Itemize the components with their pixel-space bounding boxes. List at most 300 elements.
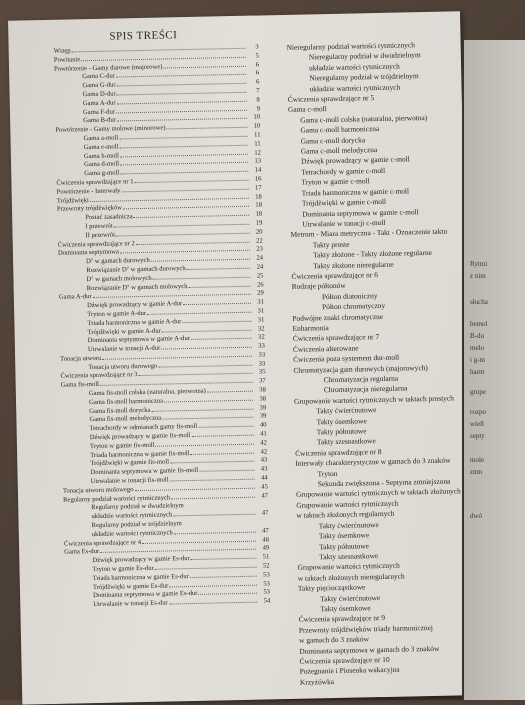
toc-entry-title: Tetrachordy w gamie c-moll [301,166,385,178]
leader-dots [350,244,442,246]
toc-entry-page: 39 [254,413,266,422]
leader-dots [381,598,450,599]
toc-entry-title: Dźwięk prowadzący w gamie c-moll [301,155,410,168]
adjacent-page-text: rozpo [470,408,486,417]
leader-dots [387,224,443,225]
leader-dots [169,602,257,605]
toc-entry-page: 37 [254,378,266,387]
toc-entry-page: 52 [257,562,269,571]
leader-dots [387,203,442,204]
toc-entry-title: Sekunda zwiększona - Septyma zmniejszona [318,477,451,490]
toc-entry-page: 10 [248,114,260,123]
toc-entry-page: 9 [248,105,260,114]
toc-entry-title: Dźwięk prowadzący w gamie fis-moll [90,432,191,443]
leader-dots [370,640,451,642]
adjacent-page [462,40,525,700]
leader-dots [380,130,440,131]
leader-dots [377,442,447,443]
toc-entry-title: Trójdźwięki w gamie A-dur [88,327,161,337]
toc-entry-page: 12 [249,149,261,158]
toc-entry-title: D⁷ w gamach molowych [86,275,151,285]
toc-entry-page: 13 [249,158,261,167]
leader-dots [379,276,444,277]
toc-entry-title: Ćwiczenia sprawdzające nr 2 [58,240,135,250]
toc-entry-page: 26 [252,281,264,290]
leader-dots [371,182,442,183]
toc-entry-title: układzie wartości rytmicznych [92,529,173,539]
toc-entry-title: Rodzaje półtonów [292,281,346,293]
toc-entry-page: 54 [258,598,270,607]
toc-entry-page: 3 [247,43,259,52]
toc-entry-page: 16 [249,175,261,184]
toc-entry-page: 53 [258,571,270,580]
leader-dots [383,452,448,453]
leader-dots [90,197,249,201]
toc-entry-title: Półton chromatyczny [322,301,385,313]
toc-entry-title: Ćwiczenia sprawdzające nr 4 [64,539,141,549]
toc-page [8,11,474,704]
leader-dots [384,317,444,318]
toc-entry-page: 7 [248,87,260,96]
toc-entry-title: Dominanta septymowa [58,249,119,259]
toc-entry-title: Gama fis-moll [61,381,99,391]
toc-entry-title: Dźwięk prowadzący w gamie A-dur [87,300,182,311]
adjacent-page-text: i g-m [470,356,485,365]
toc-entry-title: Gama c-moll dorycka [301,135,366,147]
leader-dots [117,101,247,105]
toc-entry-title: Triada harmoniczna w gamie Es-dur [93,573,189,584]
leader-dots [167,127,248,130]
toc-entry-title: Chromatyzacja regularna [324,374,399,386]
leader-dots [190,575,257,577]
toc-entry-page: 53 [258,589,270,598]
adjacent-page-text: wiell [470,420,484,429]
toc-entry-title: Tryton w gamie fis-moll [90,442,155,452]
leader-dots [330,328,445,330]
leader-dots [170,461,254,464]
toc-entry-title: Regularny podział w dwudzielnym [91,503,184,514]
toc-entry-title: Takty ósemkowe [320,603,370,614]
leader-dots [162,329,252,332]
toc-entry-title: Tonacja utworu durowego [88,362,157,372]
leader-dots [117,83,247,87]
toc-entry-title: Wstęp [54,47,71,56]
leader-dots [401,567,450,568]
adjacent-page-text: Rytmi [470,260,487,269]
leader-dots [93,294,251,298]
toc-entry-title: Nieregularny podział w dwudzielnym [309,51,421,64]
toc-entry-title: Przewroty trójdźwięków [57,205,122,215]
leader-dots [191,452,255,454]
toc-entry-title: Triada harmoniczna w gamie fis-moll [90,450,190,461]
leader-dots [136,241,250,244]
leader-dots [183,303,251,305]
leader-dots [386,307,444,308]
toc-entry-page: 11 [249,140,261,149]
leader-dots [198,426,253,428]
leader-dots [372,609,451,611]
toc-entry-title: Podwójne znaki chromatyczne [292,312,383,324]
toc-entry-title: Takty ćwierćnutowe [319,520,379,532]
leader-dots [182,320,251,322]
toc-entry-page: 39 [254,404,266,413]
toc-entry-page: 35 [253,369,265,378]
toc-entry-title: Dominanta septymowa w gamie Es-dur [93,590,198,601]
leader-dots [410,192,442,193]
toc-entry-title: Gama C-dur [82,73,115,82]
toc-entry-title: Rozwiązanie D⁷ w gamach durowych [86,265,186,276]
toc-entry-title: Gama c-moll colska (naturalna, pierwotna) [300,113,427,126]
toc-entry-title: Takty szesnastkowe [317,437,376,449]
leader-dots [100,549,256,553]
leader-dots [401,68,439,69]
leader-dots [139,373,253,376]
toc-entry-title: Pożegnanie i Piosenka wakacyjna [300,665,400,677]
leader-dots [100,382,253,386]
leader-dots [134,215,250,218]
adjacent-page-text: grupe [470,388,486,397]
toc-entry-page: 6 [247,79,259,88]
toc-entry-title: Grupowanie wartości rytmicznych [296,499,398,512]
leader-dots [155,444,254,447]
toc-entry-title: Ćwiczenia sprawdzające nr 6 [291,270,378,282]
toc-entry-title: Takty ćwierćnutowe [316,405,376,417]
toc-entry-title: w gamach do 3 znaków [299,634,369,646]
toc-entry-title: Takty ósemkowe [316,416,366,427]
leader-dots [399,504,448,505]
toc-entry-title: Takty półnutowe [319,541,369,552]
toc-entry-page: 18 [250,211,262,220]
toc-entry-title: Półton diatoniczny [322,291,378,303]
toc-entry-title: Takty złożone nieregularne [313,259,394,271]
leader-dots [151,408,253,411]
toc-entry-title: Tonacja utworu molowego [63,486,134,496]
leader-dots [370,536,449,538]
adjacent-page-text: mole [470,456,484,465]
toc-entry-page: 11 [248,131,260,140]
leader-dots [191,338,252,340]
toc-entry-title: Takty ćwierćnutowe [320,593,380,605]
toc-entry-page: 31 [252,307,264,316]
leader-dots [163,65,246,68]
adjacent-page-text: septy [470,432,485,441]
leader-dots [123,206,249,210]
toc-entry-title: Tryton [318,469,338,480]
leader-dots [158,364,252,367]
leader-dots [120,162,248,166]
toc-entry-page: 32 [252,325,264,334]
adjacent-page-text: z nim [470,272,486,281]
toc-entry-title: Dźwięk prowadzący w gamie Es-dur [92,555,190,566]
toc-entry-title: Gama d-moll [84,161,119,171]
leader-dots [406,577,450,578]
toc-entry-title: Ćwiczenia sprawdzające nr 3 [60,372,137,382]
toc-entry-title: Enharmonia [292,323,328,334]
leader-dots [400,359,445,360]
leader-dots [120,171,248,175]
toc-entry-title: Interwały charakterystyczne w gamach do 3 znaków [295,456,450,470]
toc-entry-page: 51 [257,554,269,563]
leader-dots [347,286,444,288]
leader-dots [368,432,447,434]
leader-dots [191,435,253,437]
adjacent-page-text: B-du [470,332,484,341]
toc-entry-title: układzie wartości rytmicznych [91,512,172,522]
toc-entry-page: 18 [250,202,262,211]
toc-entry-title: Gama fis-moll dorycka [89,407,150,417]
leader-dots [151,259,250,262]
toc-entry-page: 5 [247,52,259,61]
leader-dots [199,470,254,472]
leader-dots [379,296,444,297]
toc-entry-title: Triada harmoniczna w gamie A-dur [87,318,181,329]
leader-dots [155,567,257,570]
toc-entry-title: Ćwiczenia sprawdzające nr 1 [56,178,133,188]
leader-dots [399,380,446,381]
toc-entry-title: Rozwiązanie D⁷ w gamach molowych [87,283,188,294]
toc-entry-title: Gama A-dur [83,99,116,108]
toc-entry-title: Grupowanie wartości rytmicznych [297,561,399,574]
toc-entry-title: I przewrót [85,223,112,232]
toc-entry-title: D⁷ w gamach durowych [86,257,150,267]
adjacent-page-text: dwó [470,512,482,521]
toc-entry-page: 10 [248,123,260,132]
leader-dots [366,588,450,590]
toc-entry-page: 40 [255,422,267,431]
toc-entry-title: Grupowanie wartości rytmicznych w taktach złożonych [296,487,461,501]
toc-entry-title: Powtórzenie - Interwały [57,187,121,197]
toc-entry-title: Powtórzenie - Gamy molowe (minorowe) [55,125,165,136]
leader-dots [169,584,257,587]
leader-dots [380,525,449,526]
toc-entry-page: 32 [253,334,265,343]
toc-entry-title: Postać zasadnicza [85,213,133,223]
toc-entry-page: 47 [257,527,269,536]
toc-entry-title: Przewroty trójdźwięków triady harmonicznej [299,623,433,636]
leader-dots [102,356,252,360]
leader-dots [119,145,247,149]
leader-dots [368,421,447,423]
toc-entry-page: 48 [257,536,269,545]
toc-entry-page: 42 [255,448,267,457]
toc-entry-title: Trójdźwięki [57,197,89,206]
adjacent-page-text: słucha [470,298,488,307]
leader-dots [395,515,448,516]
toc-entry-title: Regularny podział w trójdzielnym [92,520,182,531]
leader-dots [380,338,445,339]
toc-entry-title: Krzyżówka [300,677,334,688]
leader-dots [359,348,445,350]
toc-entry-title: Gama G-dur [82,82,115,91]
toc-entry-title: Tryton w gamie c-moll [301,176,369,188]
toc-entry-title: Trójdźwięki w gamie c-moll [302,197,386,209]
toc-entry-title: Utrwalanie w tonacji Es-dur [93,600,168,610]
toc-entry-title: Ćwiczenia sprawdzające nr 10 [299,655,389,667]
leader-dots [386,172,441,173]
leader-dots [117,118,247,122]
toc-entry-title: Gama a-moll [83,134,118,144]
toc-entry-title: Gama fis-moll harmoniczna [89,397,163,407]
toc-entry-page: 44 [256,474,268,483]
toc-entry-title: Gama g-moll [84,170,119,180]
toc-entry-page: 49 [257,545,269,554]
toc-entry-page: 42 [255,439,267,448]
leader-dots [207,391,253,393]
toc-entry-page: 47 [256,510,268,519]
toc-entry-page: 20 [250,228,262,237]
leader-dots [116,74,246,78]
adjacent-page-text: harm [470,368,484,377]
toc-entry-title: Tetrachordy w odmianach gamy fis-moll [90,423,198,434]
leader-dots [185,506,256,507]
toc-entry-title: Takty półnutowe [317,426,367,437]
toc-entry-title: Chromatyzacja nieregularna [324,384,408,396]
leader-dots [121,188,248,192]
toc-entry-page: 6 [247,61,259,70]
toc-entry-title: Trójdźwięki w gamie Es-dur [93,582,169,592]
toc-entry-page: 29 [252,290,264,299]
toc-entry-title: Chromatyzacja gam durowych (majorowych) [293,363,428,376]
adjacent-page-text: melo [470,344,484,353]
toc-entry-page: 14 [249,167,261,176]
toc-entry-title: Ćwiczenia sprawdzające nr 5 [288,93,375,105]
leader-dots [411,161,441,162]
toc-entry-page: 24 [251,263,263,272]
toc-entry-title: Gama fis-moll colska (naturalna, pierwotna) [89,388,206,399]
toc-entry-page: 22 [251,237,263,246]
toc-entry-title: Takty ósemkowe [319,530,369,541]
leader-dots [391,661,452,662]
leader-dots [375,99,440,100]
leader-dots [135,180,249,183]
toc-entry-title: II przewrót [85,231,115,240]
toc-entry-page: 8 [248,96,260,105]
leader-dots [72,48,246,53]
leader-dots [142,540,256,543]
leader-dots [395,265,444,266]
leader-dots [335,681,452,683]
leader-dots [117,92,247,96]
toc-entry-title: Takty proste [313,239,350,250]
leader-dots [183,524,256,526]
toc-entry-title: Gama fis-moll melodyczna [89,415,161,425]
toc-entry-title: Gama c-moll [288,105,327,116]
toc-entry-page: 53 [258,580,270,589]
leader-dots [366,140,441,142]
toc-entry-title: Utrwalanie w tonacji A-dur [88,345,160,355]
adjacent-page-text: bemol [470,320,488,329]
toc-entry-title: Gama c-moll melodyczna [301,145,378,157]
leader-dots [379,557,449,558]
toc-entry-title: Powtórzenie - Gamy durowe (majorowe) [54,63,163,74]
toc-entry-page: 38 [254,386,266,395]
leader-dots [401,88,439,89]
leader-dots [81,57,246,61]
toc-entry-title: Powitanie [54,56,81,65]
leader-dots [161,347,252,350]
adjacent-page-text: zmn [470,468,482,477]
leader-dots [377,411,446,412]
toc-entry-title: Ćwiczenia sprawdzające nr 7 [293,332,380,344]
toc-entry-title: układzie wartości rytmicznych [309,82,400,94]
toc-entry-title: Gama D-dur [83,90,116,99]
toc-entry-title: Ćwiczenia alterowane [293,343,359,355]
toc-entry-page: 33 [253,360,265,369]
leader-dots [198,593,257,595]
leader-dots [370,546,449,548]
toc-entry-title: Dominanta septymowa w gamach do 3 znaków [299,643,439,656]
leader-dots [378,151,441,152]
toc-entry-title: Ćwiczenia sprawdzające nr 9 [299,613,386,625]
leader-dots [153,276,251,279]
toc-entry-title: Dominanta septymowa w gamie fis-moll [90,467,198,478]
toc-entry-title: Takty szesnastkowe [319,551,378,563]
leader-dots [174,531,256,534]
leader-dots [164,400,253,403]
toc-entry-title: Utrwalanie w tonacji fis-moll [91,477,169,487]
leader-dots [171,496,255,499]
toc-entry-title: Takty złożone - Takty złożone regularne [313,248,432,261]
toc-entry-page: 19 [250,219,262,228]
toc-entry-title: Tryton w gamie Es-dur [92,565,153,575]
toc-entry-page: 43 [255,466,267,475]
toc-entry-title: układzie wartości rytmicznych [309,61,400,73]
toc-entry-page: 43 [255,457,267,466]
toc-right-column [287,39,465,688]
toc-entry-title: Dominanta septymowa w gamie c-moll [302,207,419,220]
leader-dots [119,136,247,140]
toc-entry-page: 31 [252,299,264,308]
toc-entry-page: 17 [250,184,262,193]
toc-entry-title: w taktach złożonych regularnych [296,509,394,521]
toc-entry-title: Gama F-dur [83,108,115,117]
leader-dots [401,671,452,672]
toc-entry-title: Gama A-dur [59,293,92,302]
leader-dots [134,488,254,492]
leader-dots [120,250,250,254]
toc-entry-title: Tonacja utworu [60,355,101,365]
toc-entry-page: 25 [251,272,263,281]
leader-dots [386,619,451,620]
toc-entry-title: Regularny podział wartości rytmicznych [63,494,170,505]
toc-entry-title: Metrum - Miara metryczna - Takt - Oznaczenie taktu [290,227,447,241]
leader-dots [116,232,250,236]
leader-dots [408,390,445,391]
leader-dots [339,473,448,475]
toc-entry [300,674,465,688]
toc-entry-title: Trójdźwięki w gamie fis-moll [90,459,169,469]
toc-entry-title: Grupowanie wartości rytmicznych w taktach prostych [294,393,454,407]
toc-entry-title: Takty pięciocząstkowe [298,582,366,594]
leader-dots [120,153,248,157]
toc-entry-page: 23 [251,246,263,255]
toc-entry-page: 33 [253,351,265,360]
toc-entry-title: w taktach złożonych nieregularnych [298,571,405,584]
leader-dots [328,109,440,111]
toc-entry-title: Tryton w gamie A-dur [87,310,146,320]
leader-dots [114,224,250,228]
page-title: SPIS TREŚCI [8,27,278,45]
leader-dots [147,312,251,315]
toc-entry-title: Gama Es-dur [64,548,99,558]
leader-dots [187,268,251,270]
toc-entry-title: Utrwalanie w tonacji c-moll [302,218,385,230]
toc-entry-page: 45 [256,483,268,492]
toc-entry-page: 18 [250,193,262,202]
toc-entry-title: Nieregularny podział wartości rytmicznych [287,40,415,53]
toc-entry-title: Dominanta septymowa w gamie A-dur [88,335,190,346]
toc-entry-title: Gama e-moll [84,143,119,153]
